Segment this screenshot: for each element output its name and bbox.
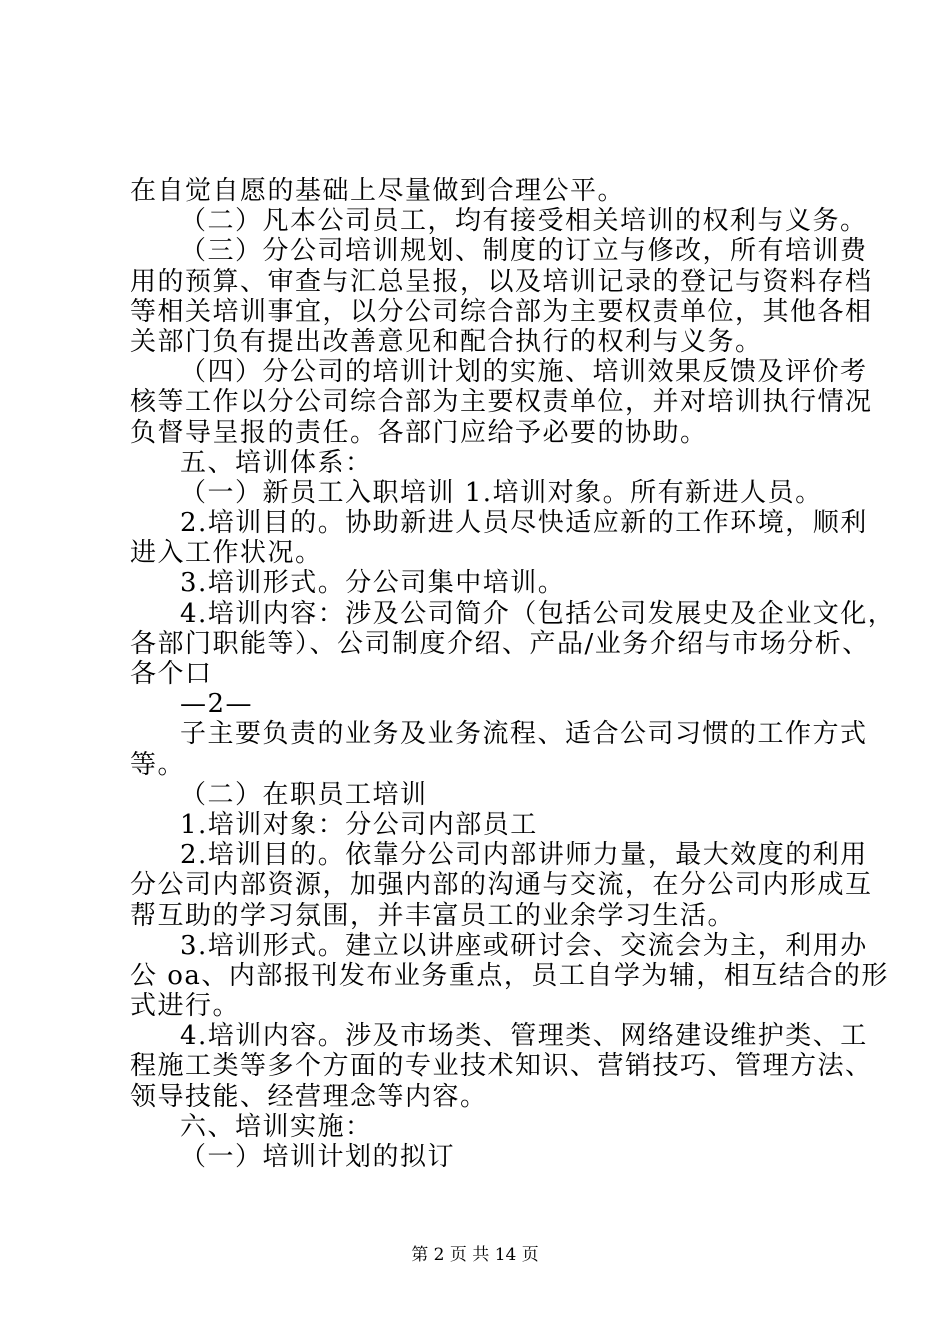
text-line: 3.培训形式。分公司集中培训。 [180, 568, 566, 598]
text-line: 2.培训目的。依靠分公司内部讲师力量，最大效度的利用 [180, 840, 868, 870]
text-line: （一）新员工入职培训 1.培训对象。所有新进人员。 [180, 478, 823, 508]
text-line: 2.培训目的。协助新进人员尽快适应新的工作环境，顺利 [180, 508, 868, 538]
text-line: 各个口 [130, 659, 213, 689]
text-line: 分公司内部资源，加强内部的沟通与交流，在分公司内形成互 [130, 870, 873, 900]
text-line: （二）凡本公司员工，均有接受相关培训的权利与义务。 [180, 206, 868, 236]
text-line: 核等工作以分公司综合部为主要权责单位，并对培训执行情况 [130, 387, 873, 417]
text-line: 公 oa、内部报刊发布业务重点，员工自学为辅，相互结合的形 [130, 961, 889, 991]
text-line: 用的预算、审查与汇总呈报，以及培训记录的登记与资料存档 [130, 267, 873, 297]
section-heading: 六、培训实施： [180, 1112, 373, 1142]
text-line: 4.培训内容：涉及公司简介（包括公司发展史及企业文化， [180, 599, 896, 629]
text-line: （四）分公司的培训计划的实施、培训效果反馈及评价考 [180, 357, 868, 387]
inline-page-number: —2— [180, 689, 254, 719]
text-line: 各部门职能等）、公司制度介绍、产品/业务介绍与市场分析、 [130, 629, 870, 659]
text-line: 帮互助的学习氛围，并丰富员工的业余学习生活。 [130, 901, 736, 931]
page-footer: 第 2 页 共 14 页 [411, 1245, 539, 1265]
text-line: 在自觉自愿的基础上尽量做到合理公平。 [130, 176, 626, 206]
text-line: （一）培训计划的拟订 [180, 1142, 456, 1172]
text-line: 程施工类等多个方面的专业技术知识、营销技巧、管理方法、 [130, 1051, 873, 1081]
text-line: 1.培训对象：分公司内部员工 [180, 810, 538, 840]
text-line: 4.培训内容。涉及市场类、管理类、网络建设维护类、工 [180, 1021, 868, 1051]
text-line: 子主要负责的业务及业务流程、适合公司习惯的工作方式 [180, 719, 868, 749]
text-line: （二）在职员工培训 [180, 780, 428, 810]
section-heading: 五、培训体系： [180, 448, 373, 478]
text-line: 等。 [130, 750, 186, 780]
text-line: 进入工作状况。 [130, 538, 323, 568]
text-line: 式进行。 [130, 991, 241, 1021]
text-line: 领导技能、经营理念等内容。 [130, 1082, 488, 1112]
text-line: 负督导呈报的责任。各部门应给予必要的协助。 [130, 418, 708, 448]
text-line: 关部门负有提出改善意见和配合执行的权利与义务。 [130, 327, 763, 357]
text-line: 等相关培训事宜，以分公司综合部为主要权责单位，其他各相 [130, 297, 873, 327]
text-line: （三）分公司培训规划、制度的订立与修改，所有培训费 [180, 236, 868, 266]
text-line: 3.培训形式。建立以讲座或研讨会、交流会为主，利用办 [180, 931, 868, 961]
